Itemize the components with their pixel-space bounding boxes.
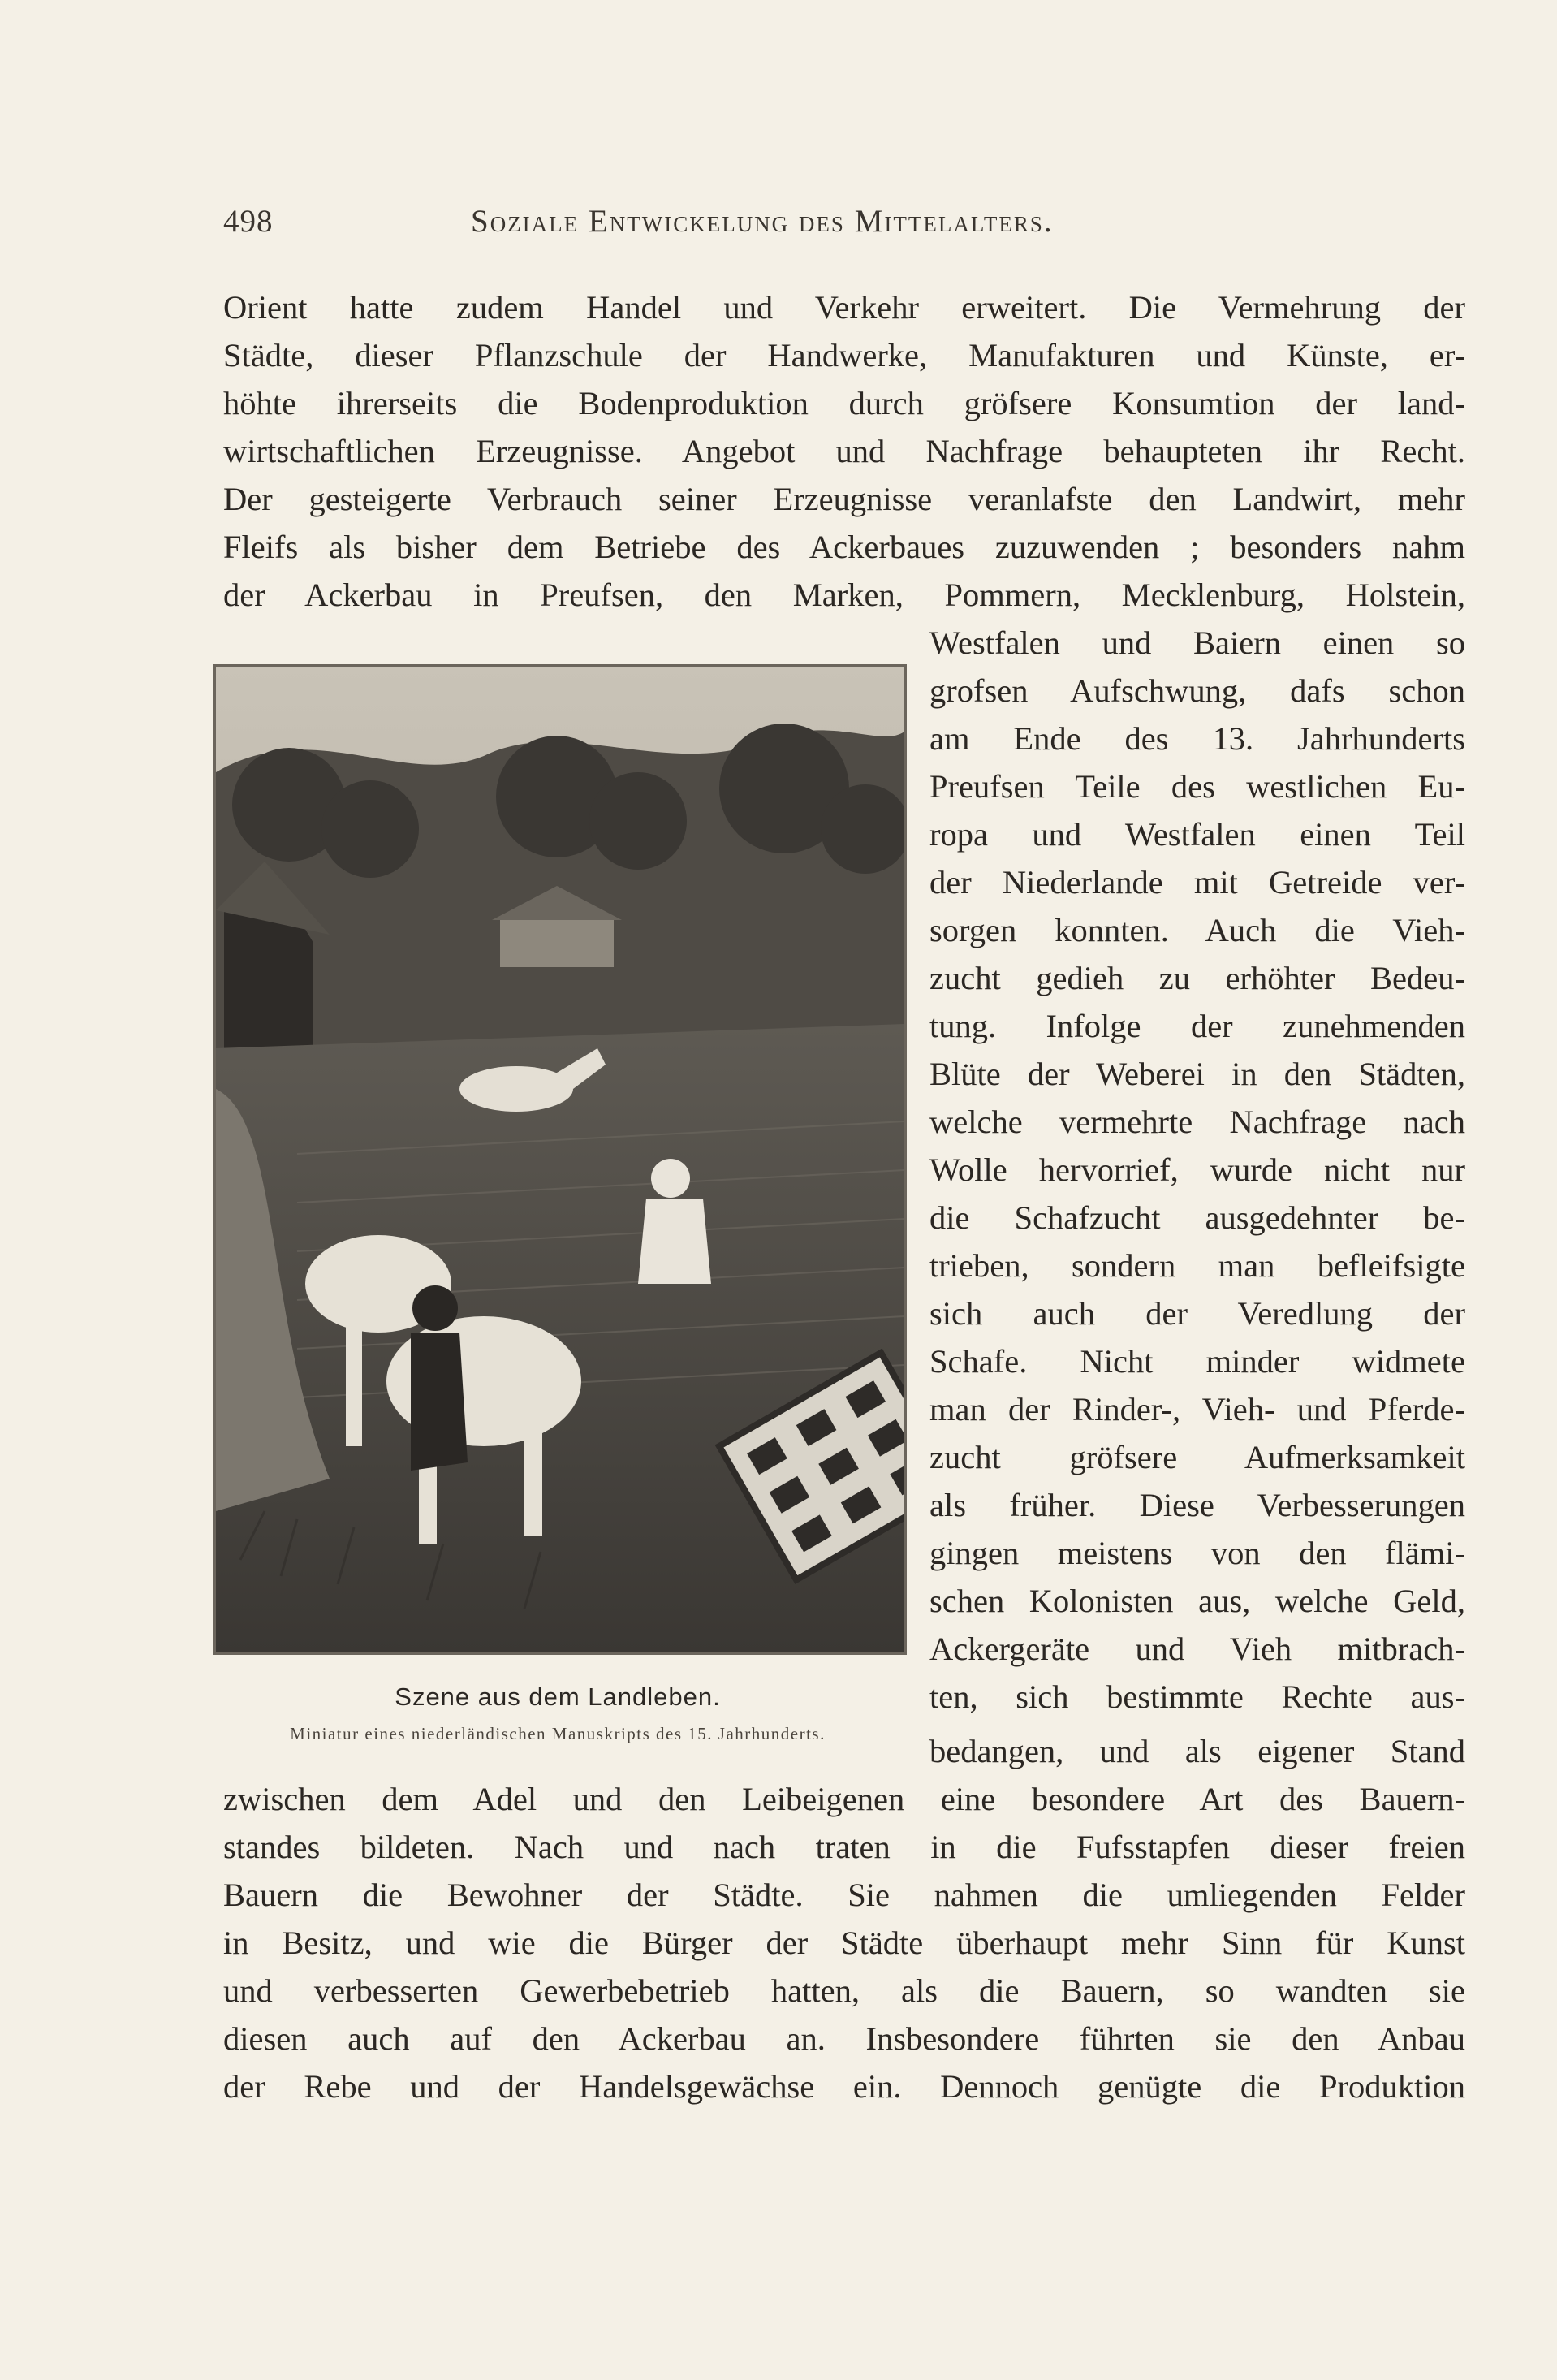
- text-line: in Besitz, und wie die Bürger der Städte überhaupt mehr Sinn für Kunst: [223, 1924, 1465, 1961]
- page-header: [223, 203, 1223, 252]
- text-line: wirtschaftlichen Erzeugnisse. Angebot und Nachfrage behaupteten ihr Recht.: [223, 433, 1465, 469]
- text-line: der Niederlande mit Getreide ver-: [929, 864, 1465, 901]
- text-line: trieben, sondern man befleifsigte: [929, 1247, 1465, 1284]
- text-line: sich auch der Veredlung der: [929, 1295, 1465, 1332]
- text-line: grofsen Aufschwung, dafs schon: [929, 672, 1465, 709]
- text-line: Bauern die Bewohner der Städte. Sie nahmen die umliegenden Felder: [223, 1877, 1465, 1913]
- text-line: Der gesteigerte Verbrauch seiner Erzeugnisse veranlafste den Landwirt, mehr: [223, 481, 1465, 517]
- text-line: zucht gedieh zu erhöhter Bedeu-: [929, 960, 1465, 996]
- running-title: Soziale Entwickelung des Mittelalters.: [471, 204, 1054, 239]
- text-line: Orient hatte zudem Handel und Verkehr erweitert. Die Vermehrung der: [223, 289, 1465, 326]
- text-line: am Ende des 13. Jahrhunderts: [929, 720, 1465, 757]
- text-line: standes bildeten. Nach und nach traten in die Fufsstapfen dieser freien: [223, 1829, 1465, 1865]
- text-line: der Ackerbau in Preufsen, den Marken, Pommern, Mecklenburg, Holstein,: [223, 577, 1465, 613]
- text-line: sorgen konnten. Auch die Vieh-: [929, 912, 1465, 948]
- text-line: zwischen dem Adel und den Leibeigenen eine besondere Art des Bauern-: [223, 1781, 1465, 1817]
- text-line: Städte, dieser Pflanzschule der Handwerke, Manufakturen und Künste, er-: [223, 337, 1465, 374]
- text-line: Schafe. Nicht minder widmete: [929, 1343, 1465, 1380]
- text-line: bedangen, und als eigener Stand: [929, 1733, 1465, 1769]
- text-line: die Schafzucht ausgedehnter be-: [929, 1199, 1465, 1236]
- figure-caption-title: Szene aus dem Landleben.: [395, 1682, 721, 1711]
- page-number: 498: [223, 204, 274, 239]
- text-line: Ackergeräte und Vieh mitbrach-: [929, 1631, 1465, 1667]
- text-line: Fleifs als bisher dem Betriebe des Ackerbaues zuzuwenden ; besonders nahm: [223, 529, 1465, 565]
- text-line: diesen auch auf den Ackerbau an. Insbesondere führten sie den Anbau: [223, 2020, 1465, 2057]
- text-line: schen Kolonisten aus, welche Geld,: [929, 1583, 1465, 1619]
- text-line: gingen meistens von den flämi-: [929, 1535, 1465, 1571]
- illustration-figure: [213, 664, 907, 1655]
- text-line: und verbesserten Gewerbebetrieb hatten, als die Bauern, so wandten sie: [223, 1972, 1465, 2009]
- text-line: ropa und Westfalen einen Teil: [929, 816, 1465, 853]
- text-line: Preufsen Teile des westlichen Eu-: [929, 768, 1465, 805]
- text-line: als früher. Diese Verbesserungen: [929, 1487, 1465, 1523]
- rural-scene-illustration: [216, 667, 904, 1652]
- text-line: man der Rinder-, Vieh- und Pferde-: [929, 1391, 1465, 1428]
- text-line: zucht gröfsere Aufmerksamkeit: [929, 1439, 1465, 1475]
- figure-caption-subtitle: Miniatur eines niederländischen Manuskripts des 15. Jahrhunderts.: [290, 1724, 826, 1743]
- text-line: tung. Infolge der zunehmenden: [929, 1008, 1465, 1044]
- text-line: Westfalen und Baiern einen so: [929, 624, 1465, 661]
- text-line: welche vermehrte Nachfrage nach: [929, 1104, 1465, 1140]
- text-line: Blüte der Weberei in den Städten,: [929, 1056, 1465, 1092]
- text-line: ten, sich bestimmte Rechte aus-: [929, 1678, 1465, 1715]
- text-line: Wolle hervorrief, wurde nicht nur: [929, 1151, 1465, 1188]
- text-line: höhte ihrerseits die Bodenproduktion durch gröfsere Konsumtion der land-: [223, 385, 1465, 421]
- text-line: der Rebe und der Handelsgewächse ein. Dennoch genügte die Produktion: [223, 2068, 1465, 2105]
